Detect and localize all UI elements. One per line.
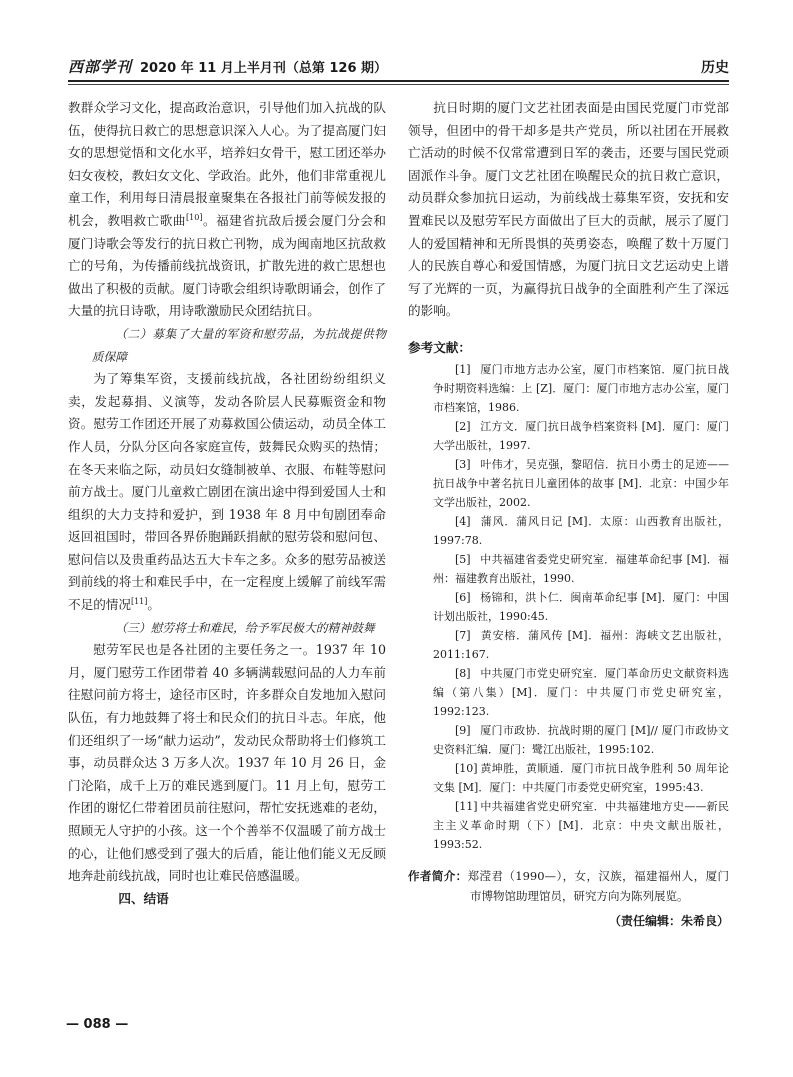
reference-text: 蒲风．蒲风日记 [M]．太原：山西教育出版社，1997:78. bbox=[433, 514, 729, 547]
paragraph-text: 为了筹集军资，支援前线抗战，各社团纷纷组织义卖，发起募捐、义演等，发动各阶层人民募赈资金和物资。慰劳工作团还开展了劝募救国公债运动，动员全体工作人员，分队分区向各家庭宣传，鼓舞民众购买的热情；在冬天来临之际，动员妇女缝制被单、衣服、布鞋等慰问前方战士。厦门儿童救亡剧团在演出途中得到爱国人士和组织的大力支持和爱护，到 1938 年 8 月中旬剧团奉命返回祖国时，带回各界侨胞踊跃捐献的慰劳袋和慰问包、慰问信以及贵重药品达五大卡车之多。众多的慰劳品被送到前线的将士和难民手中，在一定程度上缓解了前线军需不足的情况 bbox=[68, 371, 386, 613]
header-rule bbox=[68, 80, 729, 82]
body-paragraph: 抗日时期的厦门文艺社团表面是由国民党厦门市党部领导，但团中的骨干却多是共产党员，所以社团在开展救亡活动的时候不仅常常遭到日军的袭击，还要与国民党顽固派作斗争。厦门文艺社团在唤醒民众的抗日救亡意识，动员群众参加抗日运动，为前线战士募集军资，安抚和安置难民以及慰劳军民方面做出了巨大的贡献，展示了厦门人的爱国精神和无所畏惧的英勇姿态，唤醒了数十万厦门人的民族自尊心和爱国情感，为厦门抗日文艺运动史上谱写了光辉的一页，为赢得抗日战争的全面胜利产生了深远的影响。 bbox=[408, 100, 729, 319]
reference-item bbox=[408, 455, 729, 512]
reference-text: 杨锦和，洪卜仁．闽南革命纪事 [M]．厦门：中国计划出版社，1990:45. bbox=[433, 590, 729, 623]
reference-text: 中共厦门市党史研究室．厦门革命历史文献资料选编（第八集）[M]．厦门：中共厦门市党史研究室，1992:123. bbox=[433, 666, 729, 718]
reference-text: 厦门市政协．抗战时期的厦门 [M]// 厦门市政协文史资料汇编．厦门：鹭江出版社，1995:102. bbox=[433, 723, 729, 756]
subheading: （三）慰劳将士和难民，给予军民极大的精神鼓舞 bbox=[115, 620, 375, 635]
reference-number: [6] bbox=[455, 590, 471, 604]
responsible-editor: （责任编辑：朱希良） bbox=[608, 913, 729, 928]
reference-item bbox=[408, 360, 729, 417]
reference-text: 中共福建省委党史研究室．福建革命纪事 [M]．福州：福建教育出版社，1990. bbox=[433, 552, 729, 585]
subheading: （二）募集了大量的军资和慰劳品，为抗战提供物质保障 bbox=[91, 326, 386, 364]
reference-item bbox=[408, 417, 729, 455]
body-paragraph: 慰劳军民也是各社团的主要任务之一。1937 年 10 月，厦门慰劳工作团带着 40 多辆满载慰问品的人力车前往慰问前方将士，途径市区时，许多群众自发地加入慰问队伍，有力地鼓舞了将士和民众们的抗日斗志。年底，他们还组织了一场“献力运动”，发动民众帮助将士们修筑工事，动员群众达 3 万多人次。1937 年 10 月 26 日，金门沦陷，成千上万的难民逃到厦门。11 月上旬，慰劳工作团的谢忆仁带着团员前往慰问，帮忙安抚逃难的老幼，照顾无人守护的小孩。这一个个善举不仅温暖了前方战士的心，让他们感受到了强大的后盾，能让他们能义无反顾地奔赴前线抗战，同时也让难民倍感温暖。 bbox=[68, 642, 386, 884]
reference-number: [10] bbox=[455, 761, 478, 775]
reference-number: [5] bbox=[455, 552, 471, 566]
reference-number: [3] bbox=[455, 457, 471, 471]
reference-text: 黄坤胜，黄顺通．厦门市抗日战争胜利 50 周年论文集 [M]．厦门：中共厦门市委党史研究室，1995:43. bbox=[433, 761, 729, 794]
issue-info: 2020 年 11 月上半月刊（总第 126 期） bbox=[140, 61, 388, 76]
body-paragraph bbox=[68, 97, 386, 323]
header-rule-thin bbox=[68, 84, 729, 85]
section-heading: 四、结语 bbox=[118, 890, 169, 906]
author-bio bbox=[408, 866, 729, 906]
right-column bbox=[408, 97, 729, 932]
reference-number: [11] bbox=[455, 799, 478, 813]
reference-text: 江方文．厦门抗日战争档案资料 [M]．厦门：厦门大学出版社，1997. bbox=[433, 419, 729, 452]
paragraph-text: 。福建省抗敌后援会厦门分会和厦门诗歌会等发行的抗日救亡刊物，成为闽南地区抗敌救亡的号角，为传播前线抗战资讯，扩散先进的救亡思想也做出了积极的贡献。厦门诗歌会组织诗歌朗诵会，创作了大量的抗日诗歌，用诗歌激励民众团结抗日。 bbox=[68, 212, 387, 319]
reference-item bbox=[408, 664, 729, 721]
reference-list bbox=[408, 360, 729, 854]
citation: [11] bbox=[130, 596, 148, 606]
journal-logo: 西部学刊 bbox=[68, 58, 133, 76]
left-column bbox=[68, 97, 386, 910]
author-label: 作者简介： bbox=[408, 868, 468, 883]
reference-text: 中共福建省党史研究室．中共福建地方史——新民主主义革命时期（下）[M]．北京：中央文献出版社，1993:52. bbox=[433, 799, 729, 851]
page-number: — 088 — bbox=[66, 1017, 129, 1032]
reference-text: 黄安榕．蒲风传 [M]．福州：海峡文艺出版社，2011:167. bbox=[433, 628, 729, 661]
reference-item bbox=[408, 626, 729, 664]
reference-number: [9] bbox=[455, 723, 471, 737]
paragraph-text: 。 bbox=[147, 597, 160, 613]
body-paragraph bbox=[68, 368, 386, 617]
reference-number: [4] bbox=[455, 514, 471, 528]
reference-item bbox=[408, 588, 729, 626]
citation: [10] bbox=[186, 212, 203, 222]
reference-item bbox=[408, 797, 729, 854]
reference-number: [8] bbox=[455, 666, 471, 680]
reference-number: [1] bbox=[455, 362, 471, 376]
reference-item bbox=[408, 721, 729, 759]
reference-number: [2] bbox=[455, 419, 471, 433]
paragraph-text: 教群众学习文化，提高政治意识，引导他们加入抗战的队伍，使得抗日救亡的思想意识深入人心。为了提高厦门妇女的思想觉悟和文化水平，培养妇女骨干，慰工团还举办妇女夜校，教妇女文化、学政治。此外，他们非常重视儿童工作，利用每日清晨报童聚集在各报社门前等候发报的机会，教唱救亡歌曲 bbox=[68, 100, 386, 228]
author-text: 郑滢君（1990—），女，汉族，福建福州人，厦门市博物馆助理馆员，研究方向为陈列展览。 bbox=[467, 868, 730, 903]
reference-item bbox=[408, 512, 729, 550]
reference-item bbox=[408, 550, 729, 588]
reference-number: [7] bbox=[455, 628, 471, 642]
reference-text: 厦门市地方志办公室，厦门市档案馆．厦门抗日战争时期资料选编：上 [Z]．厦门：厦门市地方志办公室，厦门市档案馆，1986. bbox=[433, 362, 729, 414]
reference-text: 叶伟才，吴克强，黎昭信．抗日小勇士的足迹——抗日战争中著名抗日儿童团体的故事 [M]．北京：中国少年文学出版社，2002. bbox=[433, 457, 729, 509]
references-title: 参考文献： bbox=[408, 339, 471, 355]
page-header bbox=[68, 54, 729, 78]
section-tag: 历史 bbox=[701, 60, 729, 76]
reference-item bbox=[408, 759, 729, 797]
